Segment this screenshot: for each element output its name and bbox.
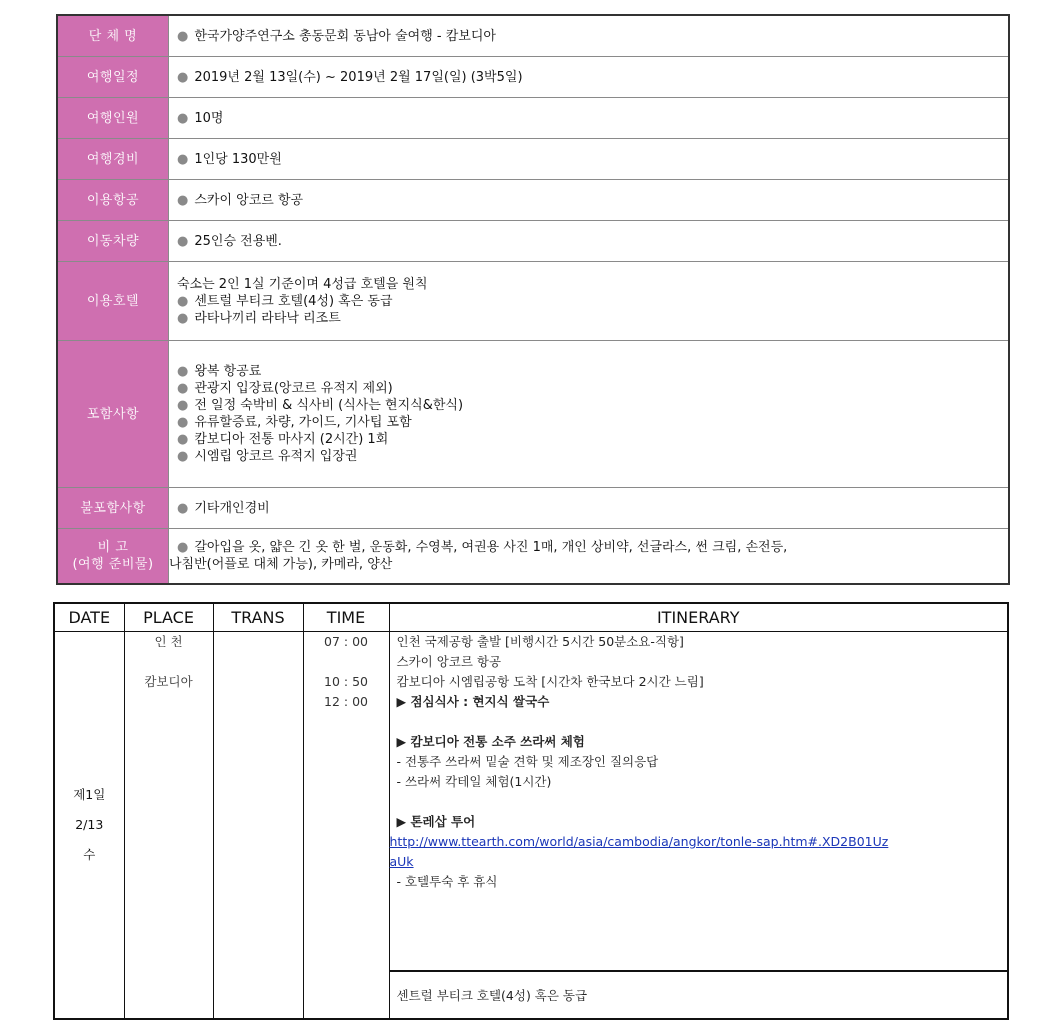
info-label: 여행경비 [57, 139, 169, 180]
bullet-icon: ● [177, 415, 189, 430]
info-value: 10명 [194, 110, 224, 126]
info-label: 여행일정 [57, 57, 169, 98]
bullet-icon: ● [177, 500, 189, 516]
bullet-icon: ● [177, 293, 189, 309]
info-value: 스카이 앙코르 항공 [194, 192, 304, 208]
time-cell: 07 : 00 10 : 50 12 : 00 [303, 632, 389, 1020]
info-label: 단 체 명 [57, 15, 169, 57]
info-value: 라타나끼리 라타낙 리조트 [194, 310, 341, 326]
bullet-icon: ● [177, 233, 189, 249]
itinerary-day-row [54, 632, 1008, 972]
info-value: 갈아입을 옷, 얇은 긴 옷 한 벌, 운동화, 수영복, 여권용 사진 1매, 개인 상비약, 선글라스, 썬 크림, 손전등, [194, 540, 788, 555]
info-value: 나침반(어플로 대체 가능), 카메라, 양산 [169, 557, 393, 572]
place-cell: 인 천 캄보디아 [124, 632, 213, 1020]
info-row-hotel [57, 262, 1009, 341]
column-header: TRANS [213, 603, 303, 632]
itinerary-cell: 인천 국제공항 출발 [비행시간 5시간 50분소요-직항] 스카이 앙코르 항공 캄보디아 시엠립공항 도착 [시간차 한국보다 2시간 느림] ▶ 점심식사 : 현지식 쌀국수 ▶ 캄보디아 전통 소주 쓰라써 체험 - 전통주 쓰라써 밑술 견학 및 제조장인 질의응답 - 쓰라써 칵테일 체험(1시간) ▶ 톤레삽 투어 http://www.ttearth.com/world/asia/cambodia/angkor/tonle-sap.htm#.XD2B01Uz aUk - 호텔투숙 후 휴식 [389, 632, 1008, 972]
tonle-sap-link[interactable]: http://www.ttearth.com/world/asia/cambodia/angkor/tonle-sap.htm#.XD2B01Uz [389, 834, 889, 849]
info-value: 시엠립 앙코르 유적지 입장권 [194, 449, 358, 464]
info-label: 이용항공 [57, 180, 169, 221]
info-value: 기타개인경비 [194, 500, 270, 516]
column-header: PLACE [124, 603, 213, 632]
column-header: ITINERARY [389, 603, 1008, 632]
info-row-excluded [57, 488, 1009, 529]
info-label: 여행인원 [57, 98, 169, 139]
column-header: TIME [303, 603, 389, 632]
hotel-cell: 센트럴 부티크 호텔(4성) 혹은 동급 [389, 971, 1008, 1019]
info-value: 센트럴 부티크 호텔(4성) 혹은 동급 [194, 293, 393, 309]
info-row-notes [57, 529, 1009, 585]
bullet-icon: ● [177, 381, 189, 396]
info-value: 25인승 전용벤. [194, 233, 282, 249]
info-label: (여행 준비물) [72, 557, 154, 572]
bullet-icon: ● [177, 540, 189, 555]
bullet-icon: ● [177, 398, 189, 413]
bullet-icon: ● [177, 110, 189, 126]
info-value: 한국가양주연구소 총동문회 동남아 술여행 - 캄보디아 [194, 28, 496, 44]
info-value: 관광지 입장료(앙코르 유적지 제외) [194, 381, 393, 396]
bullet-icon: ● [177, 28, 189, 44]
bullet-icon: ● [177, 151, 189, 167]
itinerary-header-row [54, 603, 1008, 632]
info-value: 왕복 항공료 [194, 364, 262, 379]
itinerary-table [53, 602, 1009, 1020]
info-label: 이동차량 [57, 221, 169, 262]
info-row-cost [57, 139, 1009, 180]
info-value: 전 일정 숙박비 & 식사비 (식사는 현지식&한식) [194, 398, 464, 413]
info-row-included [57, 341, 1009, 488]
info-label: 이용호텔 [57, 262, 169, 341]
info-value: 2019년 2월 13일(수) ~ 2019년 2월 17일(일) (3박5일) [194, 69, 523, 85]
trans-cell [213, 632, 303, 1020]
info-row-schedule [57, 57, 1009, 98]
info-row-vehicle [57, 221, 1009, 262]
trip-info-table [56, 14, 1010, 585]
info-label: 비 고 [97, 540, 129, 555]
info-row-airline [57, 180, 1009, 221]
column-header: DATE [54, 603, 124, 632]
bullet-icon: ● [177, 432, 189, 447]
info-row-people [57, 98, 1009, 139]
info-label: 불포함사항 [57, 488, 169, 529]
tonle-sap-link-continued[interactable]: aUk [389, 854, 414, 869]
info-value: 캄보디아 전통 마사지 (2시간) 1회 [194, 432, 389, 447]
info-label: 포함사항 [57, 341, 169, 488]
bullet-icon: ● [177, 69, 189, 85]
bullet-icon: ● [177, 364, 189, 379]
info-value: 숙소는 2인 1실 기준이며 4성급 호텔을 원칙 [177, 276, 428, 292]
info-value: 1인당 130만원 [194, 151, 282, 167]
info-value: 유류할증료, 차량, 가이드, 기사팁 포함 [194, 415, 412, 430]
bullet-icon: ● [177, 310, 189, 326]
info-row-group-name [57, 15, 1009, 57]
bullet-icon: ● [177, 449, 189, 464]
bullet-icon: ● [177, 192, 189, 208]
day-cell: 제1일 2/13 수 [54, 632, 124, 1020]
